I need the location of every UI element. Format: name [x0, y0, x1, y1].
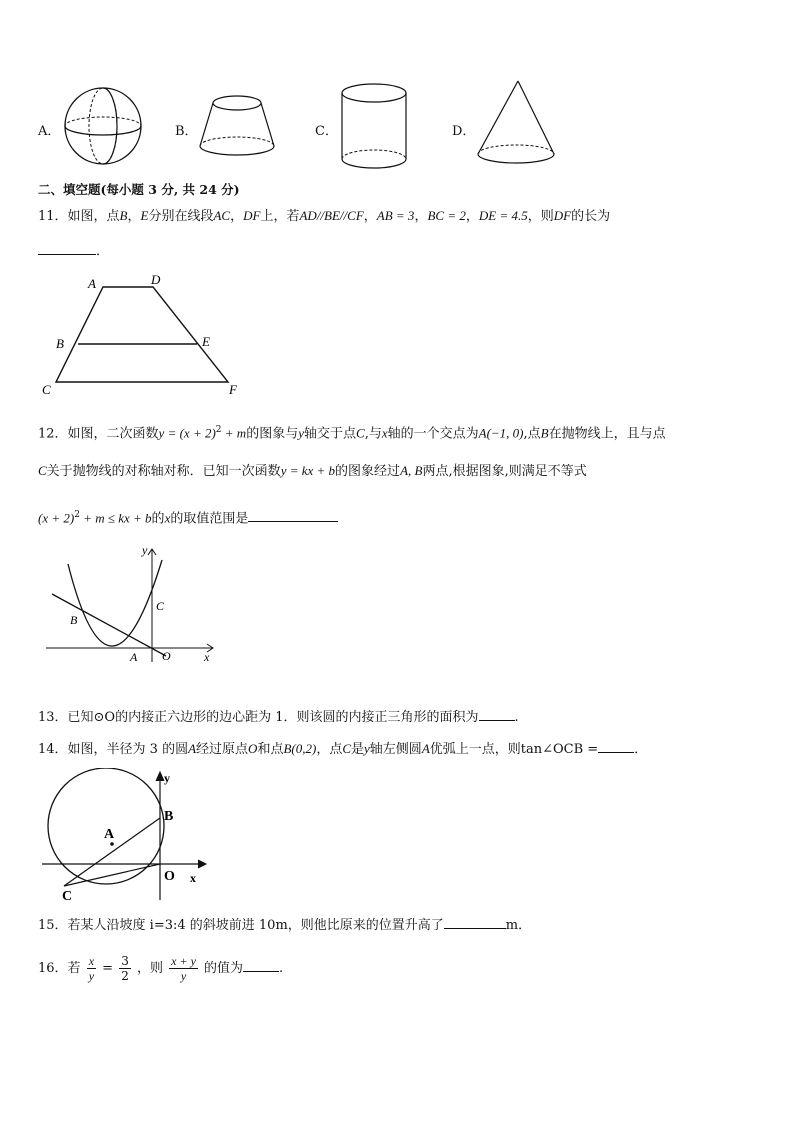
question-11-answer: ．: [38, 240, 109, 262]
fraction-x-over-y: $\frac{x}{y}$: [88, 954, 95, 983]
option-d-label: D．: [452, 124, 476, 139]
circle-figure: [40, 768, 220, 904]
question-15-text: 15．若某人沿坡度 i=3:4 的斜坡前进 10m，则他比原来的位置升高了 m．: [38, 914, 531, 936]
label-point-b: B: [70, 613, 78, 627]
sphere-figure: [62, 86, 148, 166]
label-point-b-14: B: [164, 809, 174, 824]
answer-blank-12[interactable]: [248, 507, 338, 522]
label-e: E: [202, 334, 210, 349]
fraction-xy-over-y: $\frac{x + y}{y}$: [171, 954, 196, 983]
label-point-a: A: [130, 650, 138, 664]
label-c: C: [42, 382, 51, 397]
label-point-c-14: C: [62, 889, 73, 904]
answer-blank-14[interactable]: [598, 738, 634, 753]
question-16-text: 16．若 $\frac{x}{y}$ = $\frac{3}{2}$ ，则 $\frac{x + y}{y}$ 的值为 .: [38, 954, 284, 983]
answer-blank-11[interactable]: [38, 240, 96, 255]
frustum-figure: [196, 92, 280, 162]
cone-figure: [474, 78, 560, 172]
label-d: D: [151, 272, 161, 287]
trapezoid-figure: [38, 272, 248, 398]
label-y-axis: y: [142, 543, 148, 557]
option-a-label: A．: [38, 124, 61, 139]
question-11-text: 11．如图，点B，E分别在线段AC，DF上，若AD//BE//CF，AB = 3，BC = 2，DE = 4.5，则DF的长为: [38, 208, 611, 224]
label-x-axis: x: [204, 650, 210, 664]
question-12-line-2: C关于抛物线的对称轴对称．已知一次函数y = kx + b的图象经过A, B两点,根据图象,则满足不等式: [38, 463, 587, 479]
question-13-text: 13．已知⊙O的内接正六边形的边心距为 1．则该圆的内接正三角形的面积为 .: [38, 706, 519, 728]
parabola-figure: [42, 540, 222, 668]
question-12-line-3: $(x + 2)^2 + m$ ≤ kx + b的x的取值范围是: [38, 505, 338, 529]
section-title: 二、填空题(每小题 3 分, 共 24 分): [38, 182, 240, 197]
question-12-line-1: 12．如图，二次函数$y = (x + 2)^2 + m$的图象与y轴交于点C,与x轴的一个交点为A(−1, 0),点B在抛物线上，且与点: [38, 425, 666, 442]
fraction-3-over-2: $\frac{3}{2}$: [121, 954, 129, 983]
question-14-text: 14．如图，半径为 3 的圆A经过原点O和点B(0,2)，点C是y轴左侧圆A优弧上一点，则tan∠OCB = ．: [38, 738, 647, 760]
label-origin-14: O: [164, 869, 175, 884]
option-b-label: B．: [175, 124, 198, 139]
answer-blank-13[interactable]: [479, 706, 515, 721]
label-x-axis-14: x: [190, 871, 196, 885]
answer-blank-15[interactable]: [444, 914, 506, 929]
cylinder-figure: [338, 82, 410, 172]
label-y-axis-14: y: [164, 771, 170, 785]
label-point-c: C: [156, 599, 165, 613]
label-origin: O: [162, 649, 171, 663]
label-point-a-14: A: [104, 827, 115, 842]
option-c-label: C．: [315, 124, 338, 139]
label-a: A: [88, 276, 96, 291]
answer-blank-16[interactable]: [243, 957, 279, 972]
label-b: B: [56, 336, 64, 351]
label-f: F: [229, 382, 237, 397]
